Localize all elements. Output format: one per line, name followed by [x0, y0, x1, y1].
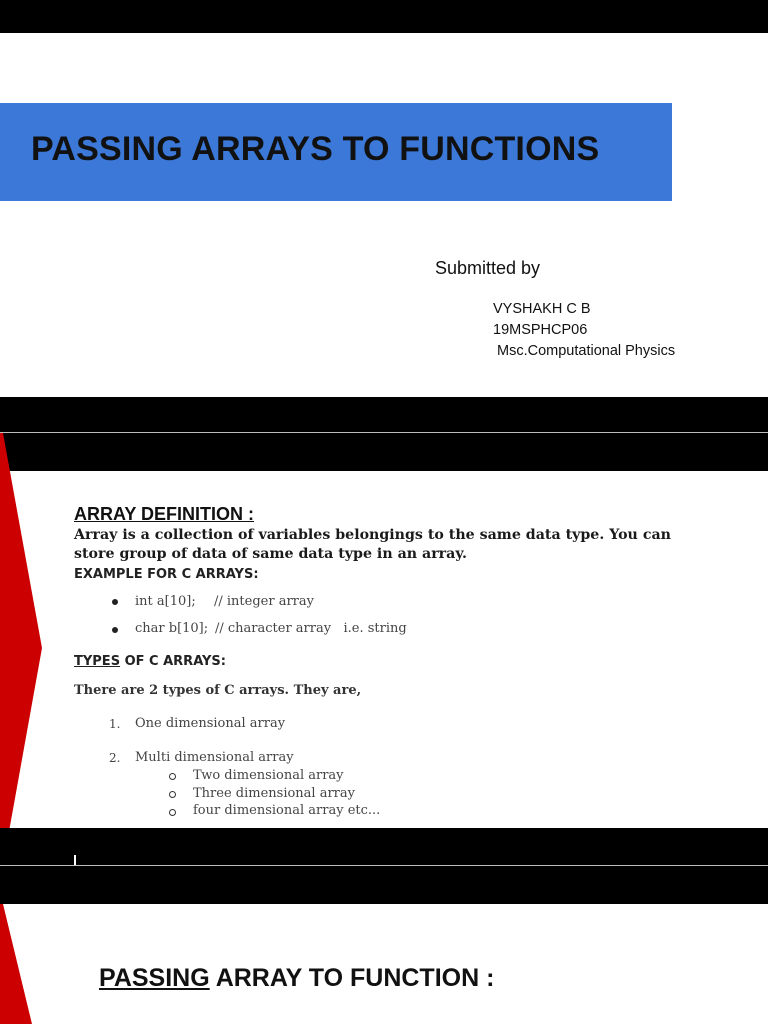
red-ribbon-shape	[0, 433, 42, 865]
types-heading-rest: OF C ARRAYS:	[120, 654, 226, 669]
passing-heading-underlined: PASSING	[99, 964, 210, 992]
author-name: VYSHAKH C B	[493, 301, 591, 317]
circle-bullet	[169, 809, 176, 816]
text-cursor-mark	[74, 855, 76, 865]
sub-type-item: four dimensional array etc...	[193, 803, 381, 818]
red-ribbon-decoration	[0, 904, 46, 1024]
passing-array-heading	[99, 964, 494, 993]
list-number: 2.	[109, 751, 121, 765]
example-code: char b[10];	[135, 621, 209, 636]
slide-title: PASSING ARRAYS TO FUNCTIONS	[31, 130, 600, 168]
passing-heading-rest: ARRAY TO FUNCTION :	[209, 964, 495, 992]
separator-line	[0, 432, 768, 433]
array-definition-heading: ARRAY DEFINITION :	[74, 504, 255, 524]
list-number: 1.	[109, 717, 121, 731]
example-code: int a[10];	[135, 594, 196, 609]
sub-type-item: Three dimensional array	[193, 786, 355, 801]
slide-separator-2	[0, 828, 768, 904]
bullet-dot	[112, 599, 118, 605]
types-intro: There are 2 types of C arrays. They are,	[74, 683, 362, 698]
author-program: Msc.Computational Physics	[497, 343, 676, 359]
top-black-bar	[0, 0, 768, 33]
circle-bullet	[169, 773, 176, 780]
types-heading-underlined: TYPES	[74, 654, 121, 669]
red-ribbon-decoration	[0, 433, 46, 865]
title-banner	[0, 103, 672, 201]
types-heading	[74, 654, 226, 669]
author-id: 19MSPHCP06	[493, 322, 588, 338]
type-item: One dimensional array	[135, 716, 286, 731]
red-ribbon-shape	[0, 904, 32, 1024]
example-heading: EXAMPLE FOR C ARRAYS:	[74, 567, 259, 582]
bullet-dot	[112, 627, 118, 633]
sub-type-item: Two dimensional array	[193, 768, 344, 783]
type-item: Multi dimensional array	[135, 750, 294, 765]
array-definition-text: Array is a collection of variables belongings to the same data type. You can store group of data of same data type in an array.	[74, 527, 671, 562]
submitted-by-label: Submitted by	[435, 258, 541, 278]
slide-separator-1	[0, 397, 768, 471]
example-comment: // character array i.e. string	[215, 621, 407, 636]
example-comment: // integer array	[214, 594, 314, 609]
circle-bullet	[169, 791, 176, 798]
separator-line	[0, 865, 768, 866]
